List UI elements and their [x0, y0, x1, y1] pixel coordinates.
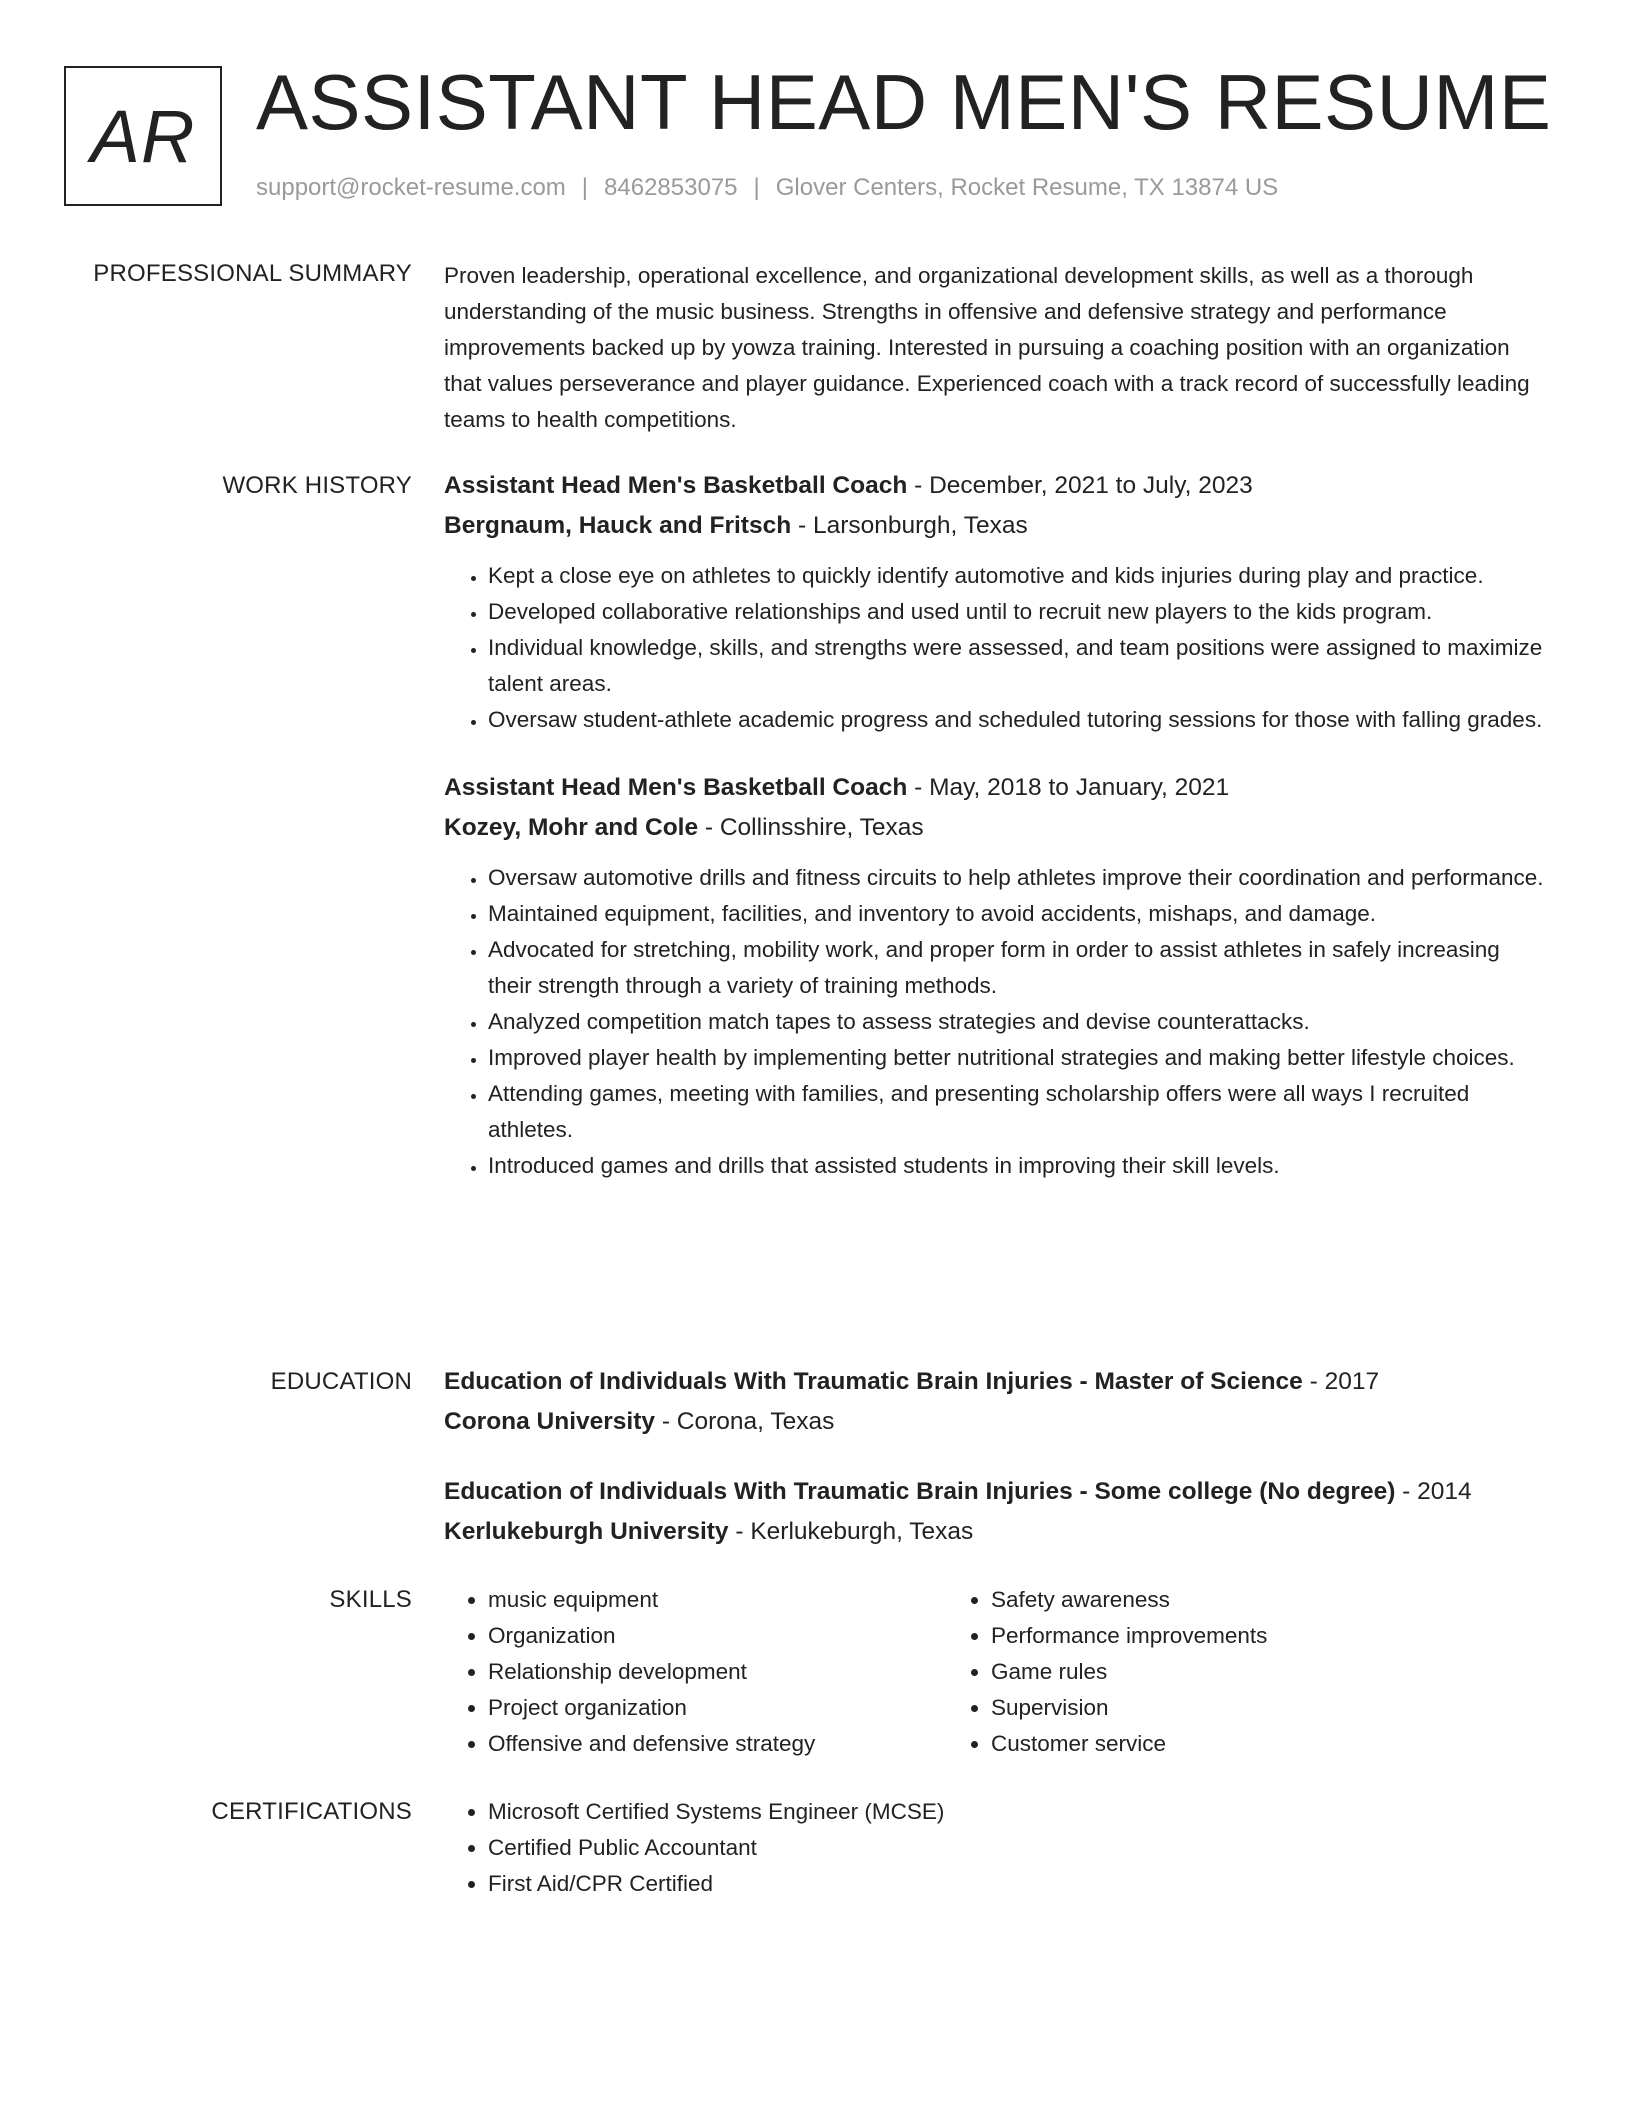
skills-body	[444, 1582, 1544, 1762]
skill-item: • Performance improvements	[991, 1618, 1450, 1654]
skills-column-2	[947, 1582, 1450, 1762]
contact-email[interactable]: support@rocket-resume.com	[256, 174, 566, 201]
job-bullet: • Maintained equipment, facilities, and inventory to avoid accidents, mishaps, and damage.	[488, 896, 1544, 932]
education-degree: Education of Individuals With Traumatic Brain Injuries - Master of Science	[444, 1368, 1303, 1395]
job-bullet: • Improved player health by implementing better nutritional strategies and making better lifestyle choices.	[488, 1040, 1544, 1076]
job-entry	[444, 466, 1544, 738]
resume-title: ASSISTANT HEAD MEN'S RESUME	[256, 58, 1552, 146]
job-bullets	[444, 860, 1544, 1184]
job-company: Kozey, Mohr and Cole	[444, 814, 699, 841]
education-school: Corona University	[444, 1408, 656, 1435]
job-dates: - May, 2018 to January, 2021	[907, 774, 1230, 801]
skill-item: • Relationship development	[488, 1654, 947, 1690]
education-location: - Corona, Texas	[655, 1408, 835, 1435]
education-year: - 2014	[1395, 1478, 1472, 1505]
monogram-logo: AR	[64, 66, 222, 206]
skill-item: • Supervision	[991, 1690, 1450, 1726]
skill-item: • Game rules	[991, 1654, 1450, 1690]
education-year: - 2017	[1302, 1368, 1380, 1395]
job-bullet: • Analyzed competition match tapes to assess strategies and devise counterattacks.	[488, 1004, 1544, 1040]
certification-item: • Certified Public Accountant	[488, 1830, 1544, 1866]
skills-column-1	[444, 1582, 947, 1762]
job-entry	[444, 768, 1544, 1184]
education-entry	[444, 1472, 1544, 1552]
section-label-work-history: WORK HISTORY	[222, 472, 412, 499]
section-label-summary: PROFESSIONAL SUMMARY	[93, 260, 412, 287]
job-bullets	[444, 558, 1544, 738]
contact-line	[256, 172, 1278, 204]
certification-list	[444, 1794, 1544, 1902]
job-title-line	[444, 768, 1544, 808]
summary-body	[444, 258, 1544, 438]
certification-item: • First Aid/CPR Certified	[488, 1866, 1544, 1902]
job-bullet: • Developed collaborative relationships and used until to recruit new players to the kids program.	[488, 594, 1544, 630]
job-bullet: • Oversaw student-athlete academic progress and scheduled tutoring sessions for those with falling grades.	[488, 702, 1544, 738]
skill-item: • Customer service	[991, 1726, 1450, 1762]
education-body	[444, 1362, 1544, 1582]
skill-item: • Safety awareness	[991, 1582, 1450, 1618]
contact-address: Glover Centers, Rocket Resume, TX 13874 US	[775, 174, 1279, 201]
skill-item: • music equipment	[488, 1582, 947, 1618]
contact-phone[interactable]: 8462853075	[604, 174, 738, 201]
skill-item: • Project organization	[488, 1690, 947, 1726]
contact-separator: |	[753, 174, 760, 201]
skills-grid	[444, 1582, 1544, 1762]
job-company-line	[444, 506, 1544, 546]
job-bullet: • Kept a close eye on athletes to quickly identify automotive and kids injuries during play and practice.	[488, 558, 1544, 594]
education-school: Kerlukeburgh University	[444, 1518, 729, 1545]
education-school-line	[444, 1402, 1544, 1442]
education-school-line	[444, 1512, 1544, 1552]
job-location: - Larsonburgh, Texas	[791, 512, 1028, 539]
job-company-line	[444, 808, 1544, 848]
certifications-body	[444, 1794, 1544, 1902]
summary-text: Proven leadership, operational excellence, and organizational development skills, as well as a thorough understanding of the music business. Strengths in offensive and defensive strategy and performance improvements backed up by yowza training. Interested in pursuing a coaching position with an organization that values perseverance and player guidance. Experienced coach with a track record of successfully leading teams to health competitions.	[444, 263, 1530, 432]
skill-item: • Offensive and defensive strategy	[488, 1726, 947, 1762]
section-label-certifications: CERTIFICATIONS	[211, 1798, 412, 1825]
education-entry	[444, 1362, 1544, 1442]
contact-separator: |	[581, 174, 589, 201]
job-title: Assistant Head Men's Basketball Coach	[444, 472, 908, 499]
job-title-line	[444, 466, 1544, 506]
job-title: Assistant Head Men's Basketball Coach	[444, 774, 908, 801]
job-bullet: • Individual knowledge, skills, and strengths were assessed, and team positions were assigned to maximize talent areas.	[488, 630, 1544, 702]
skill-item: • Organization	[488, 1618, 947, 1654]
job-bullet: • Advocated for stretching, mobility work, and proper form in order to assist athletes in safely increasing their strength through a variety of training methods.	[488, 932, 1544, 1004]
job-location: - Collinsshire, Texas	[698, 814, 924, 841]
job-dates: - December, 2021 to July, 2023	[907, 472, 1253, 499]
certification-item: • Microsoft Certified Systems Engineer (MCSE)	[488, 1794, 1544, 1830]
job-bullet: • Oversaw automotive drills and fitness circuits to help athletes improve their coordination and performance.	[488, 860, 1544, 896]
section-label-skills: SKILLS	[329, 1586, 412, 1613]
job-bullet: • Introduced games and drills that assisted students in improving their skill levels.	[488, 1148, 1544, 1184]
work-history-body	[444, 466, 1544, 1214]
education-degree: Education of Individuals With Traumatic Brain Injuries - Some college (No degree)	[444, 1478, 1396, 1505]
education-location: - Kerlukeburgh, Texas	[728, 1518, 974, 1545]
job-company: Bergnaum, Hauck and Fritsch	[444, 512, 792, 539]
education-degree-line	[444, 1472, 1544, 1512]
section-label-education: EDUCATION	[270, 1368, 412, 1395]
education-degree-line	[444, 1362, 1544, 1402]
job-bullet: • Attending games, meeting with families, and presenting scholarship offers were all ways I recruited athletes.	[488, 1076, 1544, 1148]
